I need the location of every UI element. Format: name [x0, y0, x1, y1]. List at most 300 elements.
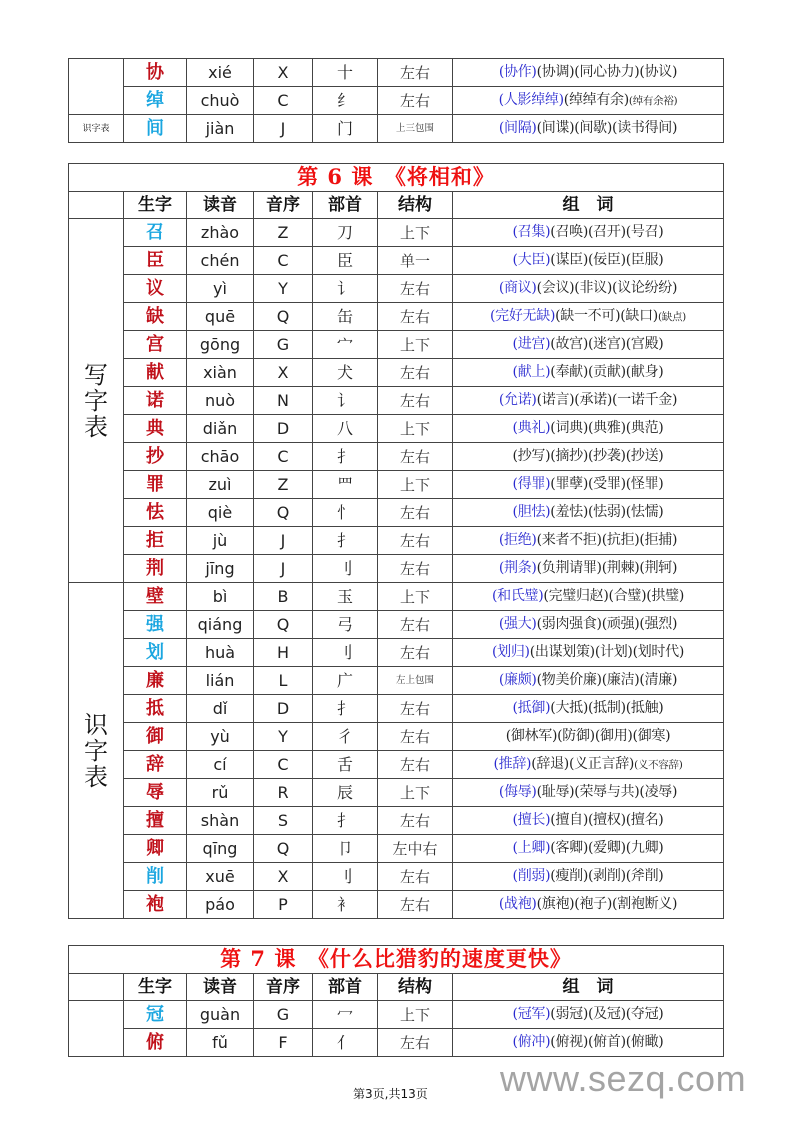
- structure-cell: 左右: [378, 1029, 453, 1057]
- header-structure: 结构: [378, 191, 453, 219]
- word-list: (弱冠)(及冠)(夺冠): [550, 1006, 664, 1023]
- pinyin-cell: páo: [187, 891, 254, 919]
- structure-cell: 左右: [378, 275, 453, 303]
- structure-cell: 左右: [378, 751, 453, 779]
- words-cell: [453, 639, 724, 667]
- word-list: (故宫)(迷宫)(宫殿): [550, 336, 664, 353]
- structure-cell: 左右: [378, 863, 453, 891]
- words-cell: [453, 303, 724, 331]
- structure-cell: 左右: [378, 387, 453, 415]
- pinyin-cell: nuò: [187, 387, 254, 415]
- header-char: 生字: [124, 191, 187, 219]
- character-cell: 典: [124, 415, 187, 443]
- order-cell: Y: [254, 275, 313, 303]
- words-cell: [453, 779, 724, 807]
- table-row: [69, 695, 724, 723]
- words-cell: [453, 891, 724, 919]
- word-list: (罪孽)(受罪)(怪罪): [550, 476, 664, 493]
- word-list: (御林军)(防御)(御用)(御寒): [505, 728, 671, 745]
- highlight-word: (协作): [498, 64, 537, 80]
- order-cell: C: [254, 443, 313, 471]
- structure-cell: 左右: [378, 807, 453, 835]
- word-list: (诺言)(承诺)(一诺千金): [536, 392, 678, 409]
- character-cell: 协: [124, 59, 187, 87]
- structure-cell: 左右: [378, 303, 453, 331]
- word-list: (召唤)(召开)(号召): [550, 224, 664, 241]
- order-cell: D: [254, 695, 313, 723]
- pinyin-cell: qiè: [187, 499, 254, 527]
- word-list: (会议)(非议)(议论纷纷): [536, 280, 678, 297]
- structure-cell: 上下: [378, 471, 453, 499]
- word-list: (来者不拒)(抗拒)(拒捕): [536, 532, 678, 549]
- order-cell: F: [254, 1029, 313, 1057]
- highlight-word: (侮辱): [498, 784, 537, 801]
- order-cell: G: [254, 1001, 313, 1029]
- words-cell: [453, 611, 724, 639]
- order-cell: Q: [254, 303, 313, 331]
- pinyin-cell: cí: [187, 751, 254, 779]
- highlight-word: (和氏璧): [491, 588, 544, 605]
- words-cell: [453, 471, 724, 499]
- character-cell: 缺: [124, 303, 187, 331]
- lesson7-table: [68, 945, 724, 1057]
- structure-cell: 上下: [378, 583, 453, 611]
- radical-cell: 刂: [313, 863, 378, 891]
- radical-cell: 玉: [313, 583, 378, 611]
- page-indicator: 第3页,共13页: [353, 1087, 428, 1101]
- header-order: 音序: [254, 973, 313, 1001]
- radical-cell: 犬: [313, 359, 378, 387]
- pinyin-cell: xuē: [187, 863, 254, 891]
- table-row: [69, 527, 724, 555]
- character-cell: 臣: [124, 247, 187, 275]
- order-cell: D: [254, 415, 313, 443]
- radical-cell: 纟: [313, 87, 378, 115]
- lesson-title: 第 7 课 《什么比猎豹的速度更快》: [69, 946, 724, 974]
- order-cell: R: [254, 779, 313, 807]
- radical-cell: 广: [313, 667, 378, 695]
- pinyin-cell: quē: [187, 303, 254, 331]
- pinyin-cell: gōng: [187, 331, 254, 359]
- highlight-word: (俯冲): [512, 1034, 551, 1051]
- radical-cell: 讠: [313, 275, 378, 303]
- table-row: [69, 751, 724, 779]
- pinyin-cell: qiáng: [187, 611, 254, 639]
- words-cell: [453, 247, 724, 275]
- highlight-word: (人影绰绰): [498, 92, 564, 108]
- highlight-word: (得罪): [512, 476, 551, 493]
- order-cell: B: [254, 583, 313, 611]
- radical-cell: 衤: [313, 891, 378, 919]
- prev-lesson-table: [68, 58, 724, 143]
- order-cell: J: [254, 555, 313, 583]
- prev-table-body: [69, 59, 724, 143]
- highlight-word: (献上): [512, 364, 551, 381]
- pinyin-cell: jīng: [187, 555, 254, 583]
- structure-cell: 左上包围: [378, 667, 453, 695]
- radical-cell: 卩: [313, 835, 378, 863]
- pinyin-cell: chén: [187, 247, 254, 275]
- radical-cell: 刀: [313, 219, 378, 247]
- table-row: [69, 835, 724, 863]
- words-cell: [453, 87, 724, 115]
- words-cell: [453, 387, 724, 415]
- order-cell: P: [254, 891, 313, 919]
- highlight-word: (战袍): [498, 896, 537, 913]
- pinyin-cell: shàn: [187, 807, 254, 835]
- order-cell: N: [254, 387, 313, 415]
- section-label: [69, 219, 124, 583]
- table-row: [69, 807, 724, 835]
- pinyin-cell: yù: [187, 723, 254, 751]
- lesson-title: 第 6 课 《将相和》: [69, 164, 724, 192]
- word-list: (词典)(典雅)(典范): [550, 420, 664, 437]
- label-char: 字: [84, 736, 108, 765]
- words-cell: [453, 527, 724, 555]
- label-char: 表: [84, 762, 108, 791]
- character-cell: 间: [124, 115, 187, 143]
- character-cell: 绰: [124, 87, 187, 115]
- structure-cell: 左右: [378, 891, 453, 919]
- table-row: [69, 723, 724, 751]
- header-pinyin: 读音: [187, 973, 254, 1001]
- header-radical: 部首: [313, 973, 378, 1001]
- words-cell: [453, 835, 724, 863]
- word-list: (负荆请罪)(荆棘)(荆轲): [536, 560, 678, 577]
- highlight-word: (允诺): [498, 392, 537, 409]
- structure-cell: 上下: [378, 415, 453, 443]
- words-cell: [453, 359, 724, 387]
- pinyin-cell: bì: [187, 583, 254, 611]
- order-cell: G: [254, 331, 313, 359]
- structure-cell: 左右: [378, 611, 453, 639]
- pinyin-cell: jù: [187, 527, 254, 555]
- header-char: 生字: [124, 973, 187, 1001]
- highlight-word: (荆条): [498, 560, 537, 577]
- character-cell: 辱: [124, 779, 187, 807]
- radical-cell: 门: [313, 115, 378, 143]
- radical-cell: 扌: [313, 695, 378, 723]
- highlight-word: (擅长): [512, 812, 551, 829]
- character-cell: 召: [124, 219, 187, 247]
- pinyin-cell: zhào: [187, 219, 254, 247]
- pinyin-cell: rǔ: [187, 779, 254, 807]
- table-row: [69, 891, 724, 919]
- character-cell: 议: [124, 275, 187, 303]
- radical-cell: 舌: [313, 751, 378, 779]
- watermark: www.sezq.com: [500, 1058, 747, 1099]
- highlight-word: (抵御): [512, 700, 551, 717]
- highlight-word: (划归): [491, 644, 530, 661]
- section-label: 识字表: [69, 115, 124, 143]
- structure-cell: 左中右: [378, 835, 453, 863]
- table-row: [69, 667, 724, 695]
- words-cell: [453, 219, 724, 247]
- words-cell: [453, 555, 724, 583]
- header-row: [69, 973, 724, 1001]
- character-cell: 壁: [124, 583, 187, 611]
- pinyin-cell: xiàn: [187, 359, 254, 387]
- order-cell: J: [254, 115, 313, 143]
- character-cell: 怯: [124, 499, 187, 527]
- side-blank: [69, 1001, 124, 1057]
- radical-cell: 臣: [313, 247, 378, 275]
- table-row: [69, 275, 724, 303]
- structure-cell: 左右: [378, 555, 453, 583]
- character-cell: 辞: [124, 751, 187, 779]
- table-row: [69, 387, 724, 415]
- words-cell: [453, 583, 724, 611]
- highlight-word: (进宫): [512, 336, 551, 353]
- header-order: 音序: [254, 191, 313, 219]
- character-cell: 抵: [124, 695, 187, 723]
- order-cell: X: [254, 359, 313, 387]
- word-list: (弱肉强食)(顽强)(强烈): [536, 616, 678, 633]
- table-row: [69, 639, 724, 667]
- words-cell: [453, 443, 724, 471]
- words-cell: [453, 415, 724, 443]
- word-list: (间谍)(间歇)(读书得间): [536, 120, 678, 136]
- order-cell: C: [254, 247, 313, 275]
- order-cell: C: [254, 751, 313, 779]
- label-char: 写: [84, 360, 108, 389]
- word-list: (完璧归赵)(合璧)(拱璧): [543, 588, 684, 605]
- radical-cell: 刂: [313, 555, 378, 583]
- table-row: [69, 555, 724, 583]
- pinyin-cell: chāo: [187, 443, 254, 471]
- character-cell: 宫: [124, 331, 187, 359]
- structure-cell: 上下: [378, 331, 453, 359]
- word-list: (抄写)(摘抄)(抄袭)(抄送): [512, 448, 664, 465]
- highlight-word: (召集): [512, 224, 551, 241]
- character-cell: 抄: [124, 443, 187, 471]
- radical-cell: 亻: [313, 1029, 378, 1057]
- word-list: (客卿)(爱卿)(九卿): [550, 840, 664, 857]
- highlight-word: (削弱): [512, 868, 551, 885]
- word-list: (俯视)(俯首)(俯瞰): [550, 1034, 664, 1051]
- table-row: [69, 499, 724, 527]
- character-cell: 强: [124, 611, 187, 639]
- header-pinyin: 读音: [187, 191, 254, 219]
- word-list: (协调)(同心协力)(协议): [536, 64, 678, 80]
- table-row: [69, 583, 724, 611]
- word-list: (羞怯)(怯弱)(怯懦): [550, 504, 664, 521]
- order-cell: Q: [254, 499, 313, 527]
- structure-cell: 左右: [378, 527, 453, 555]
- lesson6-table-body: [69, 164, 724, 919]
- words-cell: [453, 1001, 724, 1029]
- word-list: (耻辱)(荣辱与共)(凌辱): [536, 784, 678, 801]
- order-cell: Z: [254, 219, 313, 247]
- label-char: 表: [84, 412, 108, 441]
- word-small: (义不容辞): [634, 759, 683, 772]
- pinyin-cell: fǔ: [187, 1029, 254, 1057]
- character-cell: 卿: [124, 835, 187, 863]
- structure-cell: 左右: [378, 59, 453, 87]
- pinyin-cell: chuò: [187, 87, 254, 115]
- radical-cell: 扌: [313, 443, 378, 471]
- table-row: [69, 59, 724, 87]
- radical-cell: 忄: [313, 499, 378, 527]
- lesson-title-row: [69, 164, 724, 192]
- pinyin-cell: qīng: [187, 835, 254, 863]
- radical-cell: 缶: [313, 303, 378, 331]
- table-row: [69, 331, 724, 359]
- table-row: [69, 863, 724, 891]
- header-blank: [69, 973, 124, 1001]
- structure-cell: 左右: [378, 639, 453, 667]
- words-cell: [453, 115, 724, 143]
- highlight-word: (商议): [498, 280, 537, 297]
- word-list: (瘦削)(剥削)(斧削): [550, 868, 664, 885]
- table-row: [69, 87, 724, 115]
- header-blank: [69, 191, 124, 219]
- table-row: [69, 415, 724, 443]
- character-cell: 御: [124, 723, 187, 751]
- words-cell: [453, 331, 724, 359]
- words-cell: [453, 1029, 724, 1057]
- lesson-title-row: [69, 946, 724, 974]
- order-cell: Q: [254, 611, 313, 639]
- order-cell: S: [254, 807, 313, 835]
- structure-cell: 左右: [378, 359, 453, 387]
- table-row: [69, 359, 724, 387]
- word-list: (大抵)(抵制)(抵触): [550, 700, 664, 717]
- radical-cell: 扌: [313, 527, 378, 555]
- character-cell: 擅: [124, 807, 187, 835]
- structure-cell: 上下: [378, 1001, 453, 1029]
- label-char: 识: [84, 710, 108, 739]
- table-row: [69, 115, 724, 143]
- order-cell: Y: [254, 723, 313, 751]
- header-words: 组 词: [453, 973, 724, 1001]
- pinyin-cell: jiàn: [187, 115, 254, 143]
- table-row: [69, 303, 724, 331]
- character-cell: 荆: [124, 555, 187, 583]
- structure-cell: 左右: [378, 723, 453, 751]
- header-structure: 结构: [378, 973, 453, 1001]
- structure-cell: 上下: [378, 219, 453, 247]
- pinyin-cell: diǎn: [187, 415, 254, 443]
- word-list: (谋臣)(佞臣)(臣服): [550, 252, 664, 269]
- word-list: (物美价廉)(廉洁)(清廉): [536, 672, 678, 689]
- structure-cell: 上三包围: [378, 115, 453, 143]
- word-list: (旗袍)(袍子)(割袍断义): [536, 896, 678, 913]
- word-list: (辞退)(义正言辞): [531, 756, 635, 773]
- pinyin-cell: dǐ: [187, 695, 254, 723]
- table-row: [69, 779, 724, 807]
- character-cell: 廉: [124, 667, 187, 695]
- structure-cell: 左右: [378, 499, 453, 527]
- highlight-word: (推辞): [493, 756, 532, 773]
- table-row: [69, 247, 724, 275]
- words-cell: [453, 667, 724, 695]
- header-radical: 部首: [313, 191, 378, 219]
- highlight-word: (完好无缺): [490, 308, 556, 325]
- words-cell: [453, 499, 724, 527]
- table-row: [69, 443, 724, 471]
- order-cell: Q: [254, 835, 313, 863]
- order-cell: H: [254, 639, 313, 667]
- header-row: [69, 191, 724, 219]
- pinyin-cell: huà: [187, 639, 254, 667]
- table-row: [69, 1001, 724, 1029]
- order-cell: C: [254, 87, 313, 115]
- pinyin-cell: xié: [187, 59, 254, 87]
- word-small: (绰有余裕): [628, 95, 678, 107]
- words-cell: [453, 863, 724, 891]
- structure-cell: 左右: [378, 695, 453, 723]
- pinyin-cell: guàn: [187, 1001, 254, 1029]
- character-cell: 献: [124, 359, 187, 387]
- radical-cell: 弓: [313, 611, 378, 639]
- structure-cell: 左右: [378, 87, 453, 115]
- word-list: (绰绰有余): [563, 92, 629, 108]
- word-list: (奉献)(贡献)(献身): [550, 364, 664, 381]
- word-list: (擅自)(擅权)(擅名): [550, 812, 664, 829]
- side-blank: [69, 59, 124, 115]
- pinyin-cell: yì: [187, 275, 254, 303]
- table-row: [69, 611, 724, 639]
- word-small: (缺点): [657, 311, 686, 324]
- highlight-word: (大臣): [512, 252, 551, 269]
- radical-cell: 十: [313, 59, 378, 87]
- words-cell: [453, 695, 724, 723]
- highlight-word: (拒绝): [498, 532, 537, 549]
- order-cell: J: [254, 527, 313, 555]
- table-row: [69, 1029, 724, 1057]
- radical-cell: 八: [313, 415, 378, 443]
- character-cell: 罪: [124, 471, 187, 499]
- character-cell: 俯: [124, 1029, 187, 1057]
- highlight-word: (胆怯): [512, 504, 551, 521]
- radical-cell: 讠: [313, 387, 378, 415]
- character-cell: 诺: [124, 387, 187, 415]
- order-cell: X: [254, 59, 313, 87]
- radical-cell: 彳: [313, 723, 378, 751]
- highlight-word: (冠军): [512, 1006, 551, 1023]
- character-cell: 拒: [124, 527, 187, 555]
- words-cell: [453, 723, 724, 751]
- character-cell: 划: [124, 639, 187, 667]
- order-cell: X: [254, 863, 313, 891]
- highlight-word: (典礼): [512, 420, 551, 437]
- radical-cell: 辰: [313, 779, 378, 807]
- highlight-word: (上卿): [512, 840, 551, 857]
- radical-cell: 罒: [313, 471, 378, 499]
- highlight-word: (间隔): [498, 120, 537, 136]
- highlight-word: (廉颇): [498, 672, 537, 689]
- character-cell: 削: [124, 863, 187, 891]
- lesson6-table: [68, 163, 724, 919]
- order-cell: L: [254, 667, 313, 695]
- pinyin-cell: zuì: [187, 471, 254, 499]
- words-cell: [453, 275, 724, 303]
- highlight-word: (强大): [498, 616, 537, 633]
- words-cell: [453, 807, 724, 835]
- words-cell: [453, 751, 724, 779]
- word-list: (出谋划策)(计划)(划时代): [529, 644, 684, 661]
- radical-cell: 刂: [313, 639, 378, 667]
- pinyin-cell: lián: [187, 667, 254, 695]
- label-char: 字: [84, 386, 108, 415]
- structure-cell: 左右: [378, 443, 453, 471]
- table-row: [69, 219, 724, 247]
- radical-cell: 宀: [313, 331, 378, 359]
- structure-cell: 单一: [378, 247, 453, 275]
- character-cell: 冠: [124, 1001, 187, 1029]
- section-label: [69, 583, 124, 919]
